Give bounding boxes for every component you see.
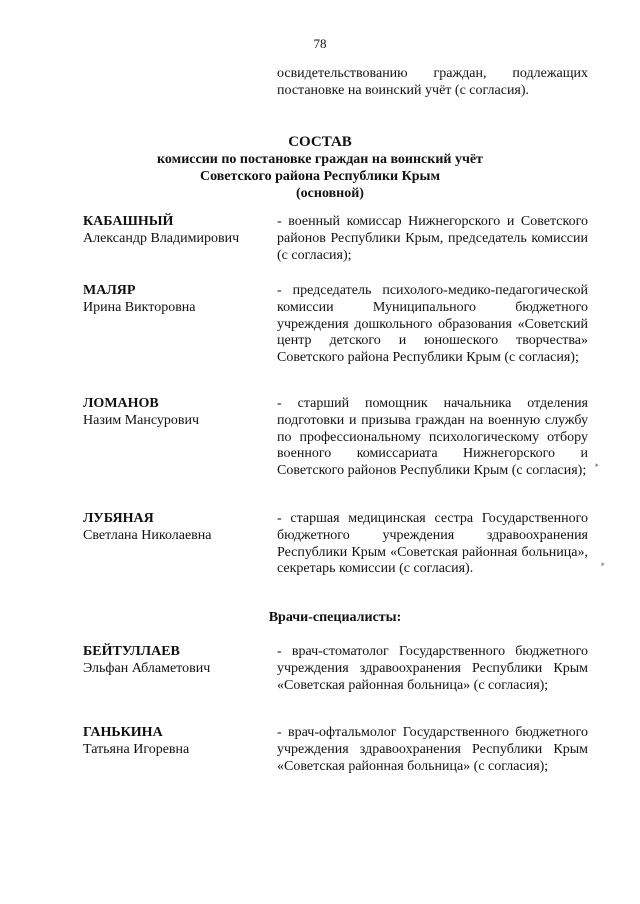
- document-subtitle-line-1: комиссии по постановке граждан на воинский учёт: [157, 152, 483, 167]
- specialist-role: - врач-офтальмолог Государственного бюджетного учреждения здравоохранения Республики Крым «Советская районная больница» (с согласия);: [277, 725, 588, 774]
- page-number: 78: [313, 36, 327, 51]
- document-subtitle-variant: (основной): [296, 186, 364, 201]
- member-role: - старшая медицинская сестра Государственного бюджетного учреждения здравоохранения Республики Крым «Советская районная больница», секретарь комиссии (с согласия).: [277, 511, 588, 577]
- member-role: - старший помощник начальника отделения подготовки и призыва граждан на военную службу по профессиональному психологическому отбору военного комиссариата Нижнегорского и Советского районов Республики Крым (с согласия);: [277, 396, 588, 479]
- member-given-name: Ирина Викторовна: [83, 300, 196, 315]
- document-title: СОСТАВ: [288, 134, 352, 150]
- member-given-name: Светлана Николаевна: [83, 528, 212, 543]
- specialist-surname: БЕЙТУЛЛАЕВ: [83, 644, 180, 659]
- member-given-name: Александр Владимирович: [83, 231, 240, 246]
- specialist-surname: ГАНЬКИНА: [83, 725, 163, 740]
- specialist-given-name: Татьяна Игоревна: [83, 742, 190, 757]
- member-surname: ЛОМАНОВ: [83, 396, 159, 411]
- member-surname: КАБАШНЫЙ: [83, 214, 174, 229]
- member-role: - военный комиссар Нижнегорского и Советского районов Республики Крым, председатель комиссии (с согласия);: [277, 214, 588, 263]
- member-surname: МАЛЯР: [83, 283, 136, 298]
- document-title-block: [100, 134, 540, 202]
- specialists-heading: Врачи-специалисты:: [268, 610, 402, 625]
- scan-speck-mark: ‣: [600, 560, 606, 571]
- scan-speck-mark: ‣: [594, 461, 600, 472]
- document-subtitle-line-2: Советского района Республики Крым: [199, 169, 441, 184]
- member-role: - председатель психолого-медико-педагогической комиссии Муниципального бюджетного учреждения дошкольного образования «Советский центр детского и юношеского творчества» Советского района Республики Крым (с согласия);: [277, 283, 588, 366]
- specialist-given-name: Эльфан Абламетович: [83, 661, 211, 676]
- intro-continuation-text: освидетельствованию граждан, подлежащих постановке на воинский учёт (с согласия).: [277, 66, 588, 98]
- specialist-role: - врач-стоматолог Государственного бюджетного учреждения здравоохранения Республики Крым «Советская районная больница» (с согласия);: [277, 644, 588, 693]
- member-given-name: Назим Мансурович: [83, 413, 200, 428]
- member-surname: ЛУБЯНАЯ: [83, 511, 154, 526]
